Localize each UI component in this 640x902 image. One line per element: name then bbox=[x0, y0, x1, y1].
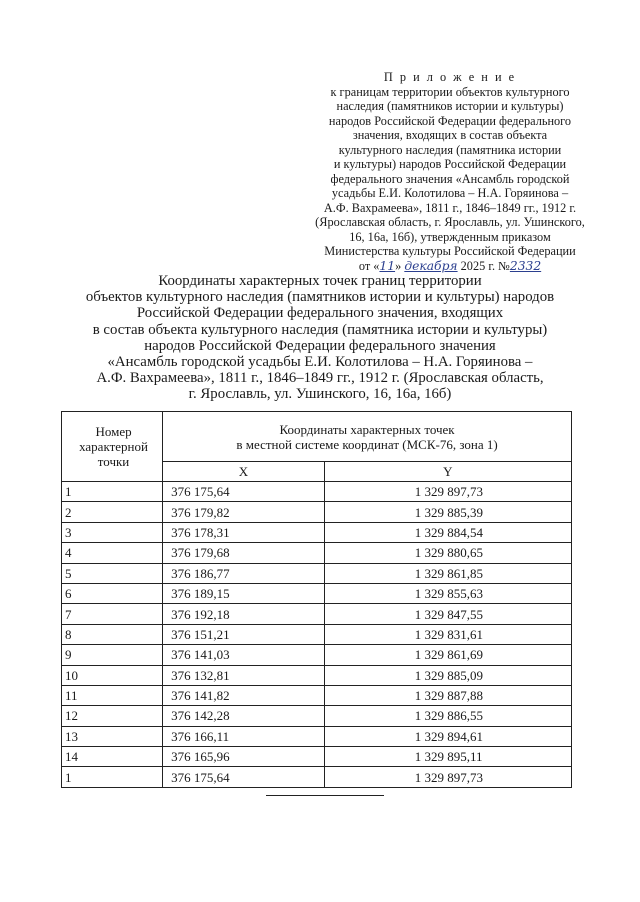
year-text: 2025 г. № bbox=[460, 258, 510, 273]
cell-x: 376 186,77 bbox=[163, 563, 325, 583]
appendix-line: А.Ф. Вахрамеева», 1811 г., 1846–1849 гг., 1912 г. bbox=[323, 200, 577, 215]
cell-x: 376 192,18 bbox=[163, 604, 325, 624]
appendix-line: и культуры) народов Российской Федерации bbox=[333, 157, 567, 171]
cell-x: 376 141,82 bbox=[163, 685, 325, 705]
heading-line: объектов культурного наследия (памятников истории и культуры) народов bbox=[85, 289, 555, 306]
cell-number: 10 bbox=[62, 665, 163, 685]
table-row bbox=[62, 685, 572, 705]
appendix-line: Министерства культуры Российской Федерации bbox=[324, 244, 576, 258]
document-heading bbox=[40, 273, 600, 403]
heading-line: в состав объекта культурного наследия (памятника истории и культуры) bbox=[92, 321, 548, 338]
cell-number: 1 bbox=[62, 482, 163, 502]
header-y: Y bbox=[324, 462, 571, 482]
cell-x: 376 166,11 bbox=[163, 726, 325, 746]
cell-x: 376 179,82 bbox=[163, 502, 325, 522]
cell-number: 1 bbox=[62, 767, 163, 787]
cell-number: 6 bbox=[62, 583, 163, 603]
cell-number: 12 bbox=[62, 706, 163, 726]
end-divider bbox=[266, 795, 384, 796]
cell-number: 8 bbox=[62, 624, 163, 644]
cell-y: 1 329 897,73 bbox=[324, 767, 571, 787]
table-row bbox=[62, 767, 572, 787]
cell-y: 1 329 855,63 bbox=[324, 583, 571, 603]
cell-y: 1 329 886,55 bbox=[324, 706, 571, 726]
cell-number: 14 bbox=[62, 747, 163, 767]
table-row bbox=[62, 482, 572, 502]
header-point-number: Номер характерной точки bbox=[62, 412, 163, 482]
table-row bbox=[62, 543, 572, 563]
table-row bbox=[62, 583, 572, 603]
cell-y: 1 329 894,61 bbox=[324, 726, 571, 746]
cell-number: 2 bbox=[62, 502, 163, 522]
cell-x: 376 178,31 bbox=[163, 522, 325, 542]
heading-line: Координаты характерных точек границ территории bbox=[158, 273, 482, 289]
appendix-line: культурного наследия (памятника истории bbox=[338, 142, 562, 157]
cell-y: 1 329 847,55 bbox=[324, 604, 571, 624]
cell-x: 376 151,21 bbox=[163, 624, 325, 644]
cell-number: 13 bbox=[62, 726, 163, 746]
cell-x: 376 189,15 bbox=[163, 583, 325, 603]
date-prefix: от « bbox=[358, 258, 380, 273]
handwritten-order-number: 2332 bbox=[509, 258, 542, 273]
table-row bbox=[62, 665, 572, 685]
table-row bbox=[62, 502, 572, 522]
cell-y: 1 329 895,11 bbox=[324, 747, 571, 767]
cell-x: 376 132,81 bbox=[163, 665, 325, 685]
cell-number: 11 bbox=[62, 685, 163, 705]
cell-y: 1 329 861,69 bbox=[324, 645, 571, 665]
cell-y: 1 329 885,09 bbox=[324, 665, 571, 685]
cell-y: 1 329 887,88 bbox=[324, 685, 571, 705]
table-row bbox=[62, 604, 572, 624]
cell-x: 376 165,96 bbox=[163, 747, 325, 767]
heading-line: А.Ф. Вахрамеева», 1811 г., 1846–1849 гг., 1912 г. (Ярославская область, bbox=[96, 370, 544, 387]
cell-y: 1 329 880,65 bbox=[324, 543, 571, 563]
cell-x: 376 175,64 bbox=[163, 767, 325, 787]
handwritten-month: декабря bbox=[404, 258, 458, 273]
table-row bbox=[62, 747, 572, 767]
appendix-line: федерального значения «Ансамбль городской bbox=[330, 171, 570, 186]
appendix-line: (Ярославская область, г. Ярославль, ул. Ушинского, bbox=[315, 215, 585, 229]
cell-number: 9 bbox=[62, 645, 163, 665]
appendix-line: значения, входящих в состав объекта bbox=[352, 128, 548, 142]
appendix-line: к границам территории объектов культурного bbox=[330, 84, 570, 99]
cell-x: 376 141,03 bbox=[163, 645, 325, 665]
cell-y: 1 329 831,61 bbox=[324, 624, 571, 644]
cell-x: 376 142,28 bbox=[163, 706, 325, 726]
cell-y: 1 329 885,39 bbox=[324, 502, 571, 522]
table-row bbox=[62, 563, 572, 583]
order-date-line bbox=[300, 259, 600, 274]
appendix-title: П р и л о ж е н и е bbox=[383, 70, 517, 84]
appendix-line: народов Российской Федерации федерального bbox=[328, 113, 572, 128]
header-x: X bbox=[163, 462, 325, 482]
appendix-block bbox=[300, 70, 600, 273]
heading-line: г. Ярославль, ул. Ушинского, 16, 16а, 16б) bbox=[188, 386, 452, 403]
appendix-line: 16, 16а, 16б), утвержденным приказом bbox=[349, 229, 551, 244]
cell-y: 1 329 897,73 bbox=[324, 482, 571, 502]
table-row bbox=[62, 726, 572, 746]
cell-x: 376 179,68 bbox=[163, 543, 325, 563]
date-mid: » bbox=[395, 258, 402, 273]
cell-y: 1 329 861,85 bbox=[324, 563, 571, 583]
table-row bbox=[62, 645, 572, 665]
table-row bbox=[62, 624, 572, 644]
cell-number: 3 bbox=[62, 522, 163, 542]
cell-number: 5 bbox=[62, 563, 163, 583]
heading-line: Российской Федерации федерального значения, входящих bbox=[136, 305, 504, 322]
cell-number: 4 bbox=[62, 543, 163, 563]
cell-x: 376 175,64 bbox=[163, 482, 325, 502]
coordinates-table bbox=[61, 411, 572, 788]
appendix-line: наследия (памятников истории и культуры) bbox=[336, 99, 564, 113]
appendix-line: усадьбы Е.И. Колотилова – Н.А. Горяинова – bbox=[331, 186, 569, 200]
cell-number: 7 bbox=[62, 604, 163, 624]
heading-line: «Ансамбль городской усадьбы Е.И. Колотилова – Н.А. Горяинова – bbox=[107, 354, 533, 371]
handwritten-day: 11 bbox=[379, 258, 396, 273]
cell-y: 1 329 884,54 bbox=[324, 522, 571, 542]
table-row bbox=[62, 522, 572, 542]
heading-line: народов Российской Федерации федерального значения bbox=[144, 337, 496, 354]
header-coordinates: Координаты характерных точек в местной системе координат (МСК-76, зона 1) bbox=[163, 412, 572, 462]
table-row bbox=[62, 706, 572, 726]
